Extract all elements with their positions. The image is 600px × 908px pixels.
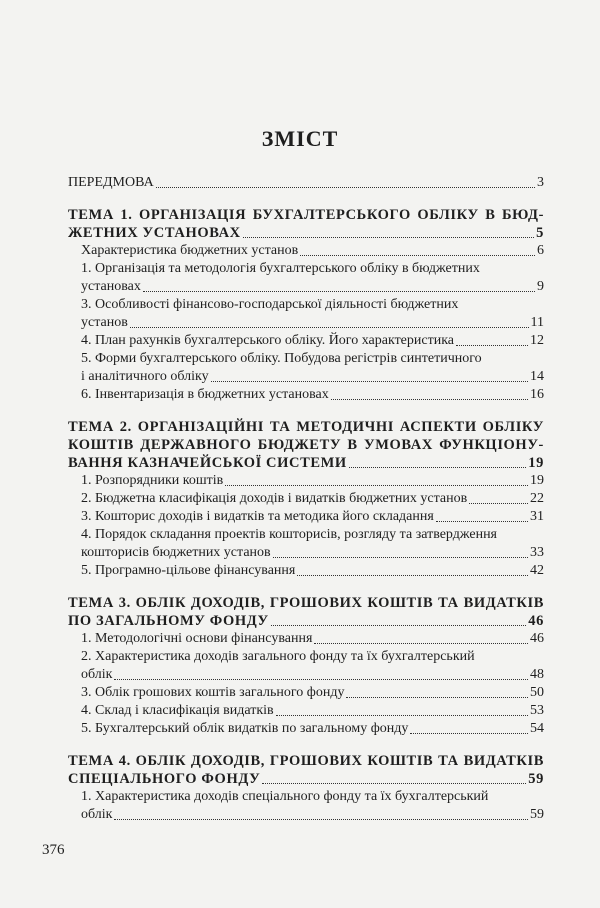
topic-title: СПЕЦІАЛЬНОГО ФОНДУ xyxy=(68,771,261,787)
toc-item-title: 3. Облік грошових коштів загального фонду xyxy=(81,685,345,700)
toc-item xyxy=(68,242,544,260)
toc-item-line: 3. Особливості фінансово-господарської діяльності бюджетних xyxy=(81,297,459,312)
toc-item xyxy=(68,648,544,684)
toc-entry-page: 3 xyxy=(537,175,544,190)
toc-item-row xyxy=(81,630,544,648)
toc-item-page: 22 xyxy=(530,491,544,506)
toc-item-title: облік xyxy=(81,667,113,682)
dot-leader xyxy=(469,503,528,504)
toc-item-page: 48 xyxy=(530,667,544,682)
dot-leader xyxy=(114,679,528,680)
toc-item-page: 9 xyxy=(537,279,544,294)
dot-leader xyxy=(271,625,527,626)
topic-title-line: ТЕМА 2. ОРГАНІЗАЦІЙНІ ТА МЕТОДИЧНІ АСПЕКТИ ОБЛІКУ xyxy=(68,419,544,435)
dot-leader xyxy=(211,381,528,382)
topic-entry-row xyxy=(68,770,544,788)
toc-item-page: 19 xyxy=(530,473,544,488)
toc-item-page: 50 xyxy=(530,685,544,700)
toc-item-row xyxy=(81,544,544,562)
topic-page: 19 xyxy=(528,455,544,471)
toc-topic-4 xyxy=(68,752,544,788)
toc-item-title: 5. Бухгалтерський облік видатків по загальному фонду xyxy=(81,721,409,736)
toc-item xyxy=(68,720,544,738)
toc-item-title: 3. Кошторис доходів і видатків та методика його складання xyxy=(81,509,434,524)
toc-item-line: 1. Характеристика доходів спеціального фонду та їх бухгалтерський xyxy=(81,789,489,804)
toc-item-title: 5. Програмно-цільове фінансування xyxy=(81,563,296,578)
dot-leader xyxy=(346,697,528,698)
toc-item xyxy=(68,490,544,508)
dot-leader xyxy=(331,399,528,400)
toc-item-row xyxy=(81,720,544,738)
dot-leader xyxy=(300,255,535,256)
toc-item-title: 2. Бюджетна класифікація доходів і видатків бюджетних установ xyxy=(81,491,468,506)
toc-item-title: 4. План рахунків бухгалтерського обліку. Його характеристика xyxy=(81,333,455,348)
toc-item-page: 11 xyxy=(530,315,544,330)
toc-item-title: Характеристика бюджетних установ xyxy=(81,243,299,258)
dot-leader xyxy=(156,187,535,188)
toc-topic-1 xyxy=(68,206,544,242)
toc-item xyxy=(68,684,544,702)
topic-title: ЖЕТНИХ УСТАНОВАХ xyxy=(68,225,241,241)
toc-item-line: 2. Характеристика доходів загального фонду та їх бухгалтерський xyxy=(81,649,475,664)
toc-item-title: установ xyxy=(81,315,128,330)
dot-leader xyxy=(273,557,528,558)
dot-leader xyxy=(349,467,527,468)
toc-item-title: 4. Склад і класифікація видатків xyxy=(81,703,274,718)
toc-item xyxy=(68,260,544,296)
dot-leader xyxy=(276,715,528,716)
toc-item-title: кошторисів бюджетних установ xyxy=(81,545,271,560)
toc-item-row xyxy=(81,368,544,386)
dot-leader xyxy=(314,643,528,644)
toc-topic-2 xyxy=(68,418,544,472)
dot-leader xyxy=(243,237,534,238)
toc-item xyxy=(68,508,544,526)
toc-item-row xyxy=(81,278,544,296)
toc-item-line: 1. Організація та методологія бухгалтерського обліку в бюджетних xyxy=(81,261,480,276)
toc-item-row xyxy=(81,702,544,720)
topic-page: 46 xyxy=(528,613,544,629)
topic-entry-row xyxy=(68,612,544,630)
toc-item-title: облік xyxy=(81,807,113,822)
toc-item-page: 12 xyxy=(530,333,544,348)
toc-item-title: і аналітичного обліку xyxy=(81,369,209,384)
toc-item-row xyxy=(81,242,544,260)
dot-leader xyxy=(114,819,528,820)
toc-item-page: 6 xyxy=(537,243,544,258)
table-of-contents xyxy=(68,174,544,824)
toc-item-page: 59 xyxy=(530,807,544,822)
toc-item-row xyxy=(81,332,544,350)
toc-item-title: установах xyxy=(81,279,141,294)
toc-item xyxy=(68,386,544,404)
toc-item-row xyxy=(81,666,544,684)
toc-item xyxy=(68,472,544,490)
toc-item-row xyxy=(81,490,544,508)
toc-item xyxy=(68,526,544,562)
toc-item-row xyxy=(81,472,544,490)
toc-item-page: 42 xyxy=(530,563,544,578)
topic-entry-row xyxy=(68,454,544,472)
topic-title-line: ТЕМА 3. ОБЛІК ДОХОДІВ, ГРОШОВИХ КОШТІВ ТА ВИДАТКІВ xyxy=(68,595,544,611)
toc-item-page: 16 xyxy=(530,387,544,402)
toc-entry-preface xyxy=(68,174,544,192)
topic-title-line: ТЕМА 1. ОРГАНІЗАЦІЯ БУХГАЛТЕРСЬКОГО ОБЛІКУ В БЮД- xyxy=(68,207,544,223)
topic-entry-row xyxy=(68,224,544,242)
toc-item-title: 1. Методологічні основи фінансування xyxy=(81,631,313,646)
dot-leader xyxy=(225,485,528,486)
toc-item-line: 4. Порядок складання проектів кошторисів, розгляду та затвердження xyxy=(81,527,497,542)
dot-leader xyxy=(410,733,528,734)
page-title: ЗМІСТ xyxy=(261,126,339,151)
toc-item-row xyxy=(81,508,544,526)
toc-item-page: 46 xyxy=(530,631,544,646)
topic-title: ВАННЯ КАЗНАЧЕЙСЬКОЇ СИСТЕМИ xyxy=(68,455,347,471)
toc-item-page: 31 xyxy=(530,509,544,524)
dot-leader xyxy=(456,345,528,346)
toc-item xyxy=(68,296,544,332)
toc-item-row xyxy=(81,314,544,332)
toc-item-title: 6. Інвентаризація в бюджетних установах xyxy=(81,387,329,402)
dot-leader xyxy=(262,783,526,784)
toc-item-page: 53 xyxy=(530,703,544,718)
toc-item-row xyxy=(81,386,544,404)
topic-title-line: КОШТІВ ДЕРЖАВНОГО БЮДЖЕТУ В УМОВАХ ФУНКЦІОНУ- xyxy=(68,437,544,453)
dot-leader xyxy=(436,521,528,522)
toc-entry-title: ПЕРЕДМОВА xyxy=(68,175,154,190)
dot-leader xyxy=(130,327,529,328)
toc-topic-3 xyxy=(68,594,544,630)
topic-title-line: ТЕМА 4. ОБЛІК ДОХОДІВ, ГРОШОВИХ КОШТІВ ТА ВИДАТКІВ xyxy=(68,753,544,769)
toc-item-row xyxy=(81,562,544,580)
toc-item xyxy=(68,350,544,386)
topic-page: 5 xyxy=(536,225,544,241)
topic-title: ПО ЗАГАЛЬНОМУ ФОНДУ xyxy=(68,613,269,629)
dot-leader xyxy=(297,575,528,576)
toc-item xyxy=(68,702,544,720)
toc-item xyxy=(68,630,544,648)
toc-item-page: 14 xyxy=(530,369,544,384)
toc-item xyxy=(68,788,544,824)
topic-page: 59 xyxy=(528,771,544,787)
toc-item-row xyxy=(81,806,544,824)
dot-leader xyxy=(143,291,535,292)
toc-item-page: 33 xyxy=(530,545,544,560)
page-number: 376 xyxy=(42,842,65,858)
toc-item xyxy=(68,562,544,580)
toc-item-title: 1. Розпорядники коштів xyxy=(81,473,224,488)
toc-item xyxy=(68,332,544,350)
toc-item-row xyxy=(81,684,544,702)
toc-item-page: 54 xyxy=(530,721,544,736)
toc-item-line: 5. Форми бухгалтерського обліку. Побудова регістрів синтетичного xyxy=(81,351,482,366)
